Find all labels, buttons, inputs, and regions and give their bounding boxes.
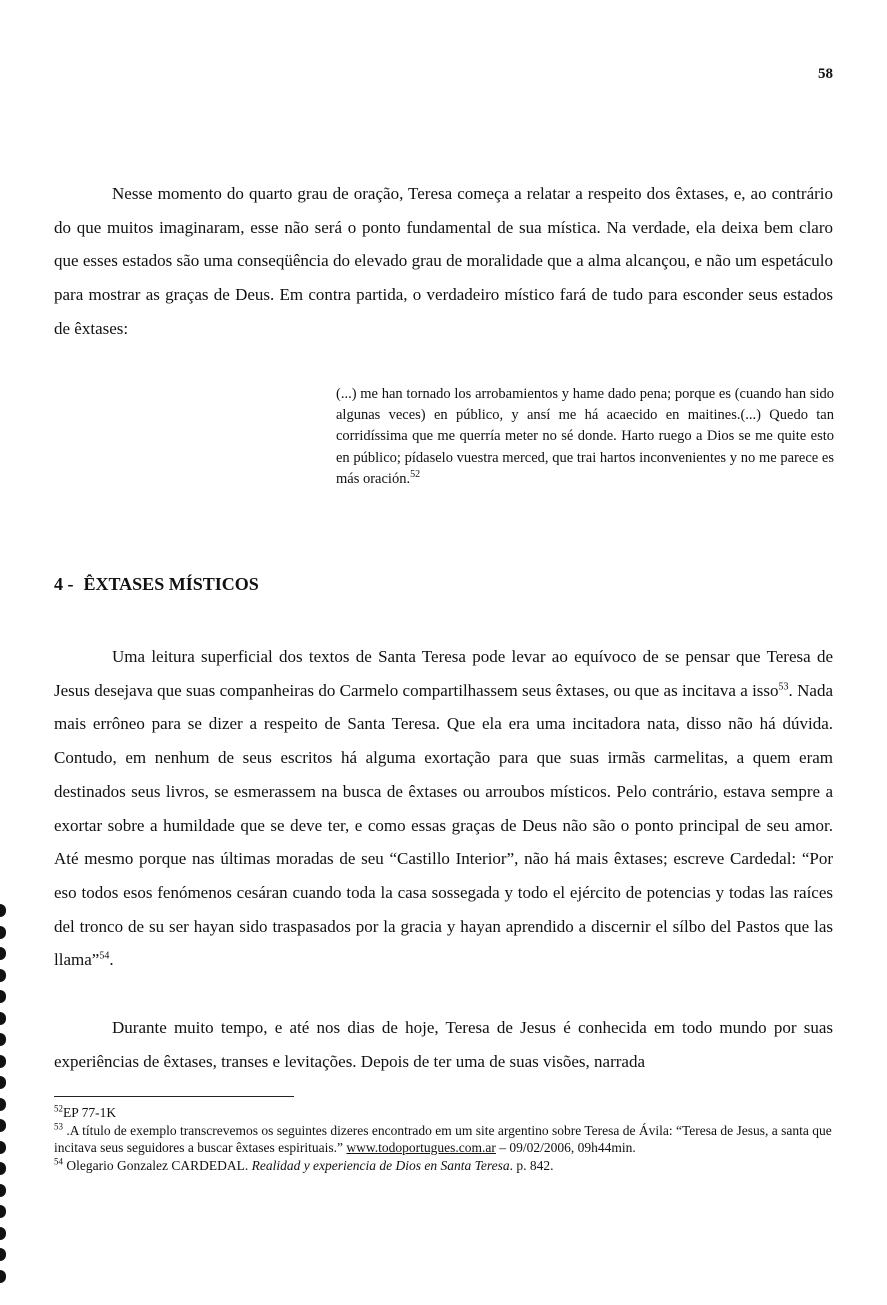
- paragraph-text: . Nada mais errôneo para se dizer a respeito de Santa Teresa. Que ela era uma incitadora nata, disso não há dúvida. Contudo, em nenhum de seus escritos há alguma exortação para que suas irmãs carmelitas, a quem eram destinados seus livros, se esmerassem na busca de êxtases ou arroubos místicos. Pelo contrário, estava sempre a exortar sobre a humildade que se deve ter, e como essas graças de Deus não são o ponto principal de seu amor. Até mesmo porque nas últimas moradas de seu “Castillo Interior”, não há mais êxtases; escreve Cardedal: “Por eso todos esos fenómenos cesáran cuando toda la casa sossegada y todo el ejército de potencias y todas las raíces del tronco de su ser hayan sido traspasados por la gracia y hayan aprendido a discernir el sílbo del Pastos que las llama”: [54, 680, 834, 970]
- section-number: 4 -: [54, 574, 74, 594]
- footnote-text: EP 77-1K: [63, 1105, 117, 1120]
- footnote-author: Olegario Gonzalez CARDEDAL.: [63, 1157, 252, 1173]
- footnote: [54, 1122, 835, 1157]
- binding-holes: [0, 904, 8, 1291]
- footnote-marker: 54: [99, 950, 110, 962]
- footnote-number: 52: [54, 1103, 63, 1114]
- quote-text: (...) me han tornado los arrobamientos y hame dado pena; porque es (cuando han sido algunas veces) en público, y ansí me há acaecido en maitines.(...) Quedo tan corridíssima que me querría meter no sé donde. Harto ruego a Dios se me quite esto en público; pídaselo vuestra merced, que trai hartos inconvenientes y no me parece es más oración.: [336, 386, 834, 487]
- footnote-text: – 09/02/2006, 09h44min.: [495, 1140, 636, 1155]
- footnote: [54, 1157, 835, 1175]
- page-number: 58: [818, 66, 833, 82]
- paragraph-text: Uma leitura superficial dos textos de Santa Teresa pode levar ao equívoco de se pensar que Teresa de Jesus desejava que suas companheiras do Carmelo compartilhassem seus êxtases, ou que as incitava a isso: [54, 647, 833, 700]
- footnote: [54, 1104, 835, 1122]
- paragraph-text: .: [109, 950, 114, 970]
- block-quote: [336, 384, 834, 490]
- footnote-number: 54: [54, 1156, 63, 1166]
- footnote-marker: 52: [410, 468, 421, 480]
- footnote-book-title: Realidad y experiencia de Dios en Santa Teresa: [251, 1157, 510, 1173]
- footnote-text: .A título de exemplo transcrevemos os seguintes dizeres encontrado em um site argentino sobre Teresa de Ávila: “Teresa de Jesus, a santa que incitava seus seguidores a buscar êxtases espirituais.”: [54, 1122, 832, 1155]
- footnote-link[interactable]: www.todoportugues.com.ar: [346, 1140, 496, 1155]
- footnote-number: 53: [54, 1121, 63, 1131]
- footnote-text: . p. 842.: [509, 1157, 554, 1173]
- body-paragraph: Nesse momento do quarto grau de oração, Teresa começa a relatar a respeito dos êxtases, e, ao contrário do que muitos imaginaram, esse não será o ponto fundamental de sua mística. Na verdade, ela deixa bem claro que esses estados são uma conseqüência do elevado grau de moralidade que a alma alcançou, e não um espetáculo para mostrar as graças de Deus. Em contra partida, o verdadeiro místico fará de tudo para esconder seus estados de êxtases:: [54, 184, 833, 338]
- footnote-marker: 53: [778, 681, 789, 693]
- body-paragraph: [54, 640, 833, 977]
- footnotes: [54, 1104, 835, 1174]
- section-title: ÊXTASES MÍSTICOS: [83, 574, 259, 594]
- footnote-separator: [54, 1096, 294, 1097]
- body-paragraph: Durante muito tempo, e até nos dias de hoje, Teresa de Jesus é conhecida em todo mundo por suas experiências de êxtases, transes e levitações. Depois de ter uma de suas visões, narrada: [54, 1018, 833, 1071]
- section-heading: [54, 574, 259, 595]
